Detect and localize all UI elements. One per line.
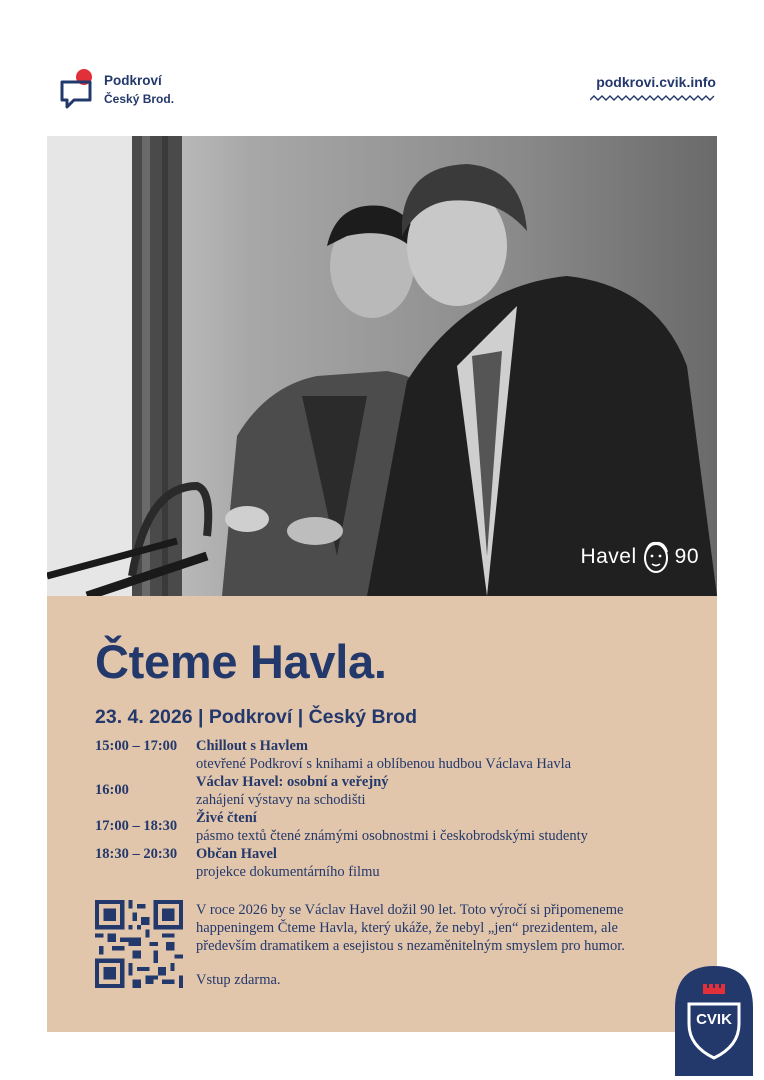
podkrovi-logo[interactable] xyxy=(58,68,178,112)
event-title: Čteme Havla. xyxy=(95,635,387,688)
program-time: 15:00 – 17:00 xyxy=(95,738,178,754)
brand-name: Podkroví xyxy=(104,73,162,88)
site-link[interactable] xyxy=(590,74,716,102)
havel90-left: Havel xyxy=(580,545,637,568)
program-desc: projekce dokumentárního filmu xyxy=(196,864,380,880)
cvik-text: CVIK xyxy=(696,1011,732,1028)
site-url: podkrovi.cvik.info xyxy=(596,74,716,90)
photo-scene xyxy=(47,136,717,596)
havel90-right: 90 xyxy=(674,545,699,568)
speech-bubble-icon xyxy=(58,68,102,110)
program-title: Chillout s Havlem xyxy=(196,738,308,754)
havel-portrait-icon xyxy=(641,540,671,574)
hero-photo xyxy=(47,136,717,596)
program-title: Václav Havel: osobní a veřejný xyxy=(196,774,389,790)
event-panel xyxy=(47,596,717,1032)
program-desc: pásmo textů čtené známými osobnostmi i českobrodskými studenty xyxy=(196,828,588,844)
zigzag-underline xyxy=(590,94,716,102)
cvik-logo[interactable] xyxy=(675,966,753,1076)
program-desc: zahájení výstavy na schodišti xyxy=(196,792,366,808)
event-entry: Vstup zdarma. xyxy=(196,972,281,988)
program-title: Živé čtení xyxy=(196,810,257,826)
program-title: Občan Havel xyxy=(196,846,277,862)
program-time: 18:30 – 20:30 xyxy=(95,846,178,862)
event-about: V roce 2026 by se Václav Havel dožil 90 let. Toto výročí si připomeneme happeningem Čteme Havla, který ukáže, že nebyl „jen“ prezidentem, ale především dramatikem a esejistou s nezaměnitelným smyslem pro humor. xyxy=(196,902,625,954)
havel90-badge xyxy=(580,540,699,574)
program-time: 16:00 xyxy=(95,782,129,798)
program-time: 17:00 – 18:30 xyxy=(95,818,178,834)
event-dateline: 23. 4. 2026 | Podkroví | Český Brod xyxy=(95,706,417,728)
brand-town: Český Brod. xyxy=(104,92,175,106)
program-desc: otevřené Podkroví s knihami a oblíbenou hudbou Václava Havla xyxy=(196,756,572,772)
qr-code-icon[interactable] xyxy=(95,900,183,988)
